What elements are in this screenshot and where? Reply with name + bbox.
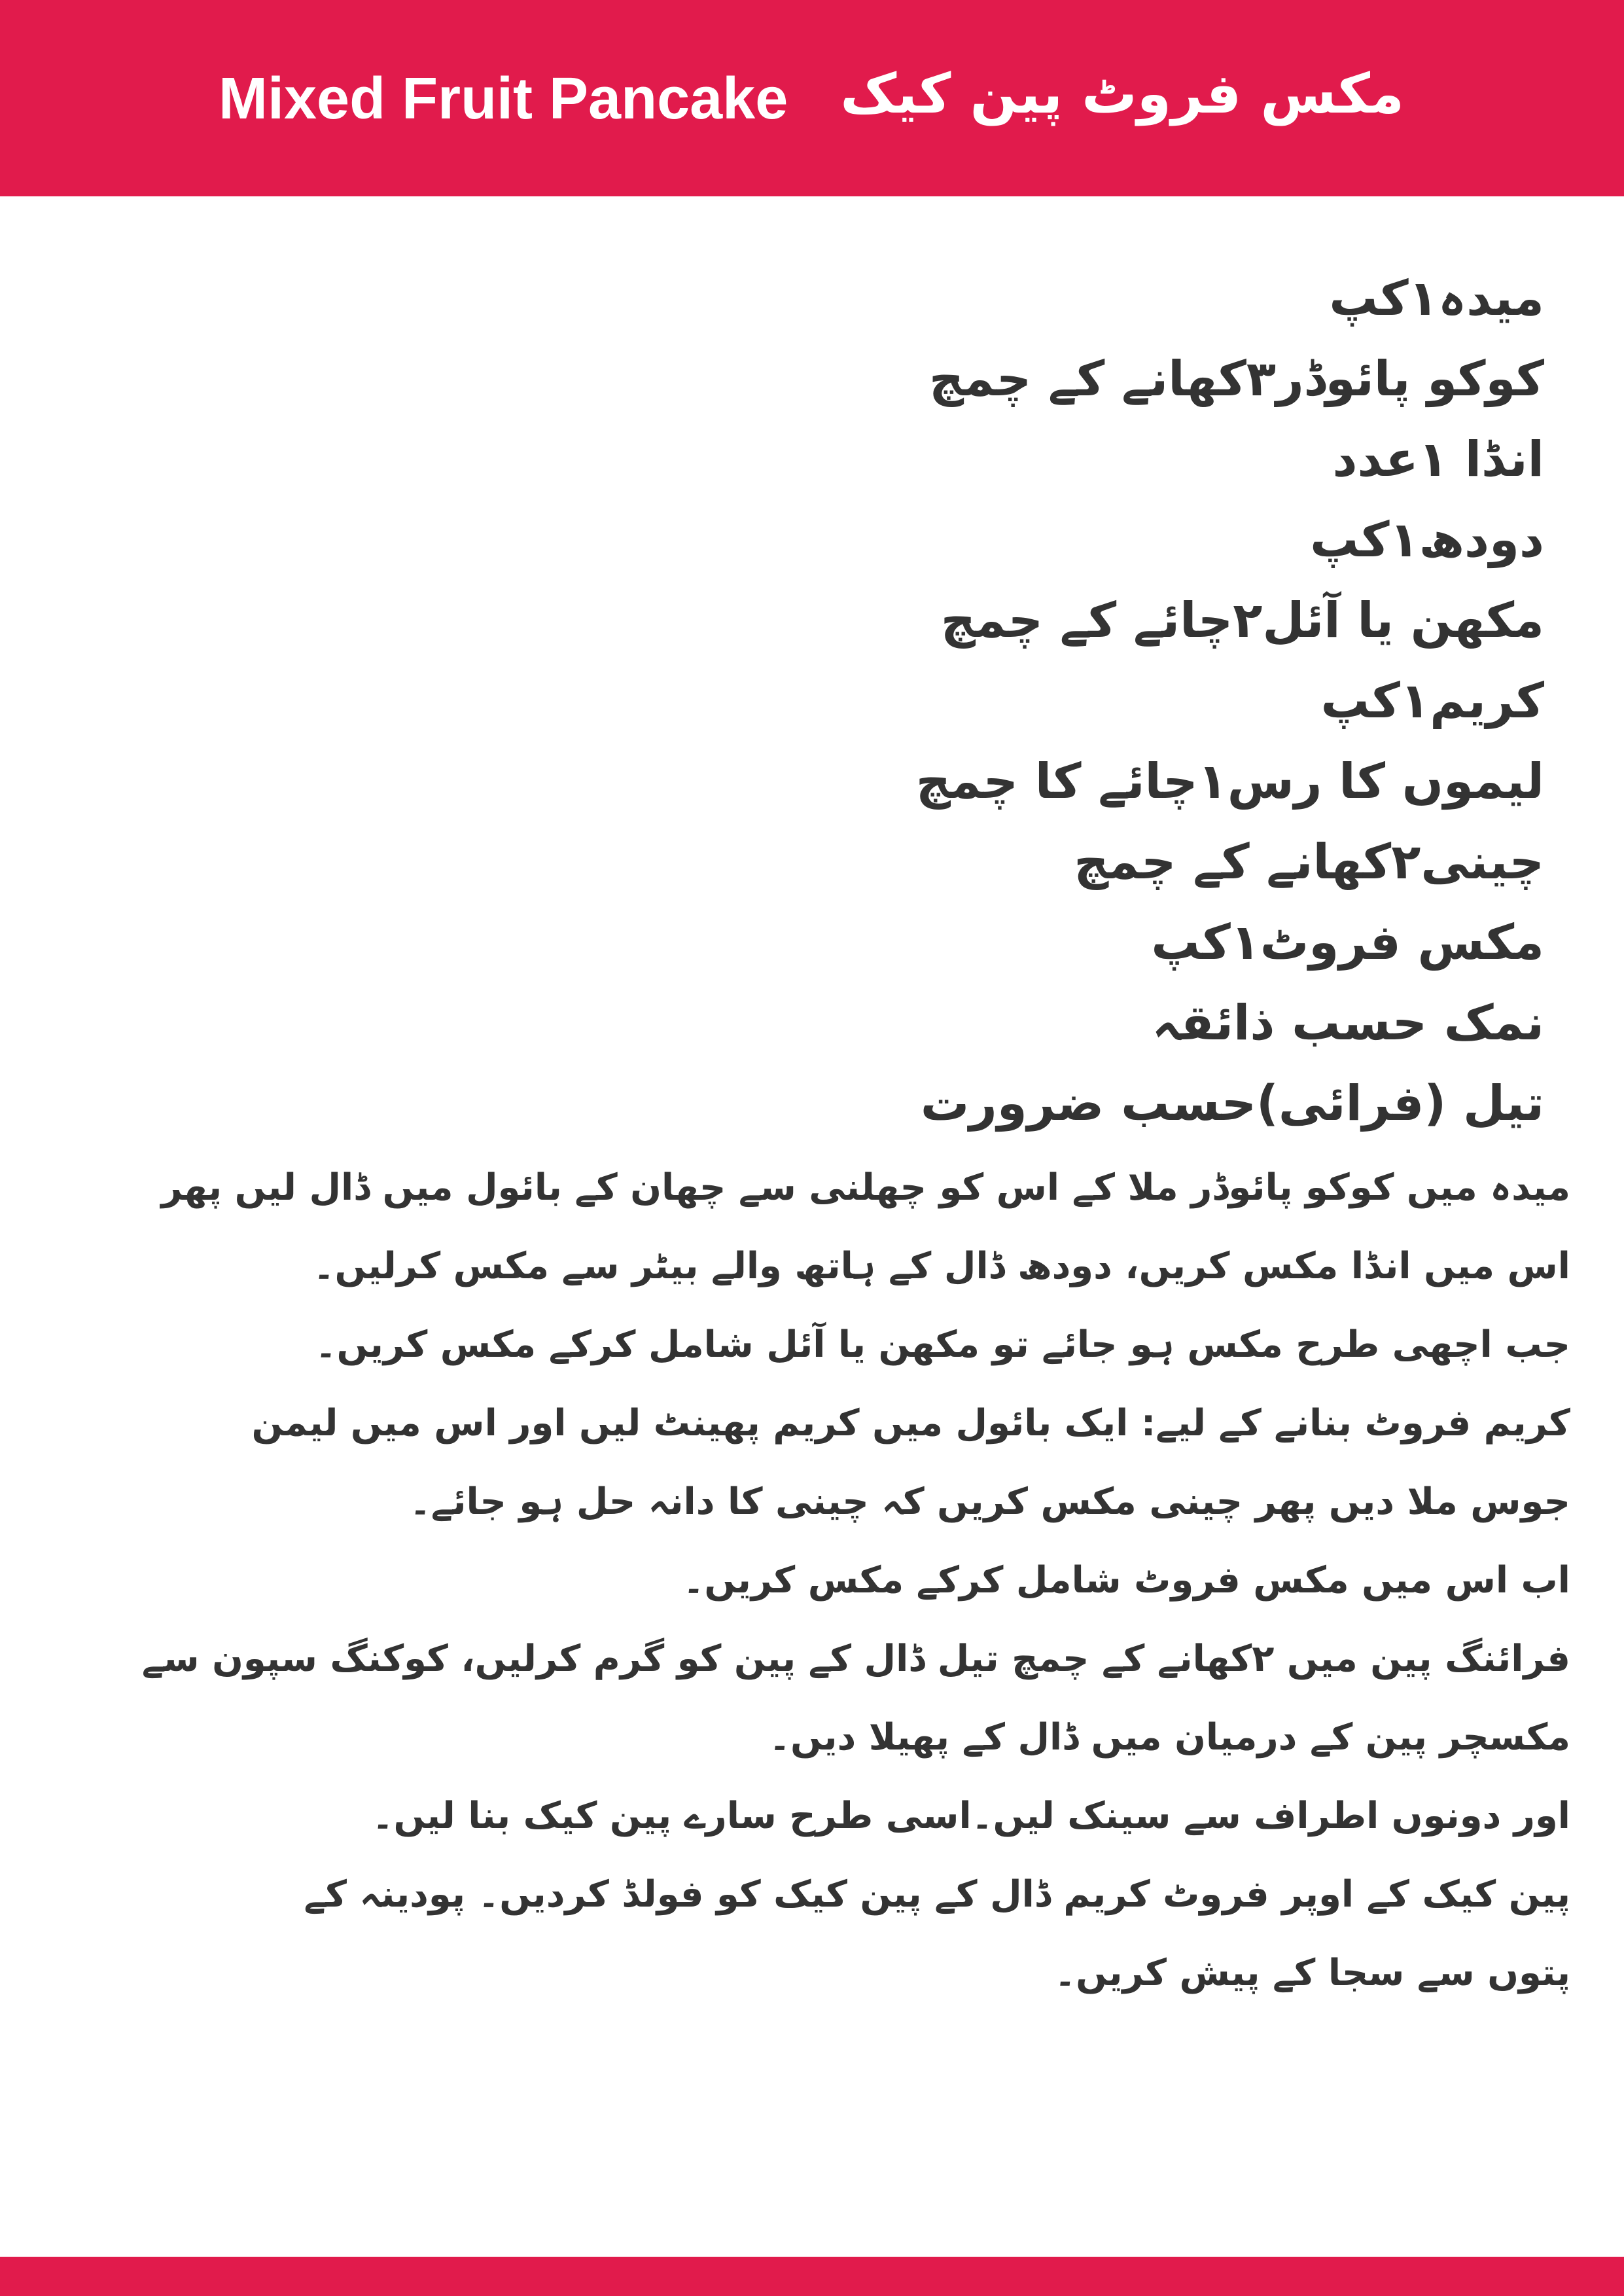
ingredient-item: میدہ۱کپ [1329, 270, 1544, 327]
method-instructions [46, 1149, 1570, 2013]
method-line: میدہ میں کوکو پائوڈر ملا کے اس کو چھلنی سے چھان کے بائول میں ڈال لیں پھر [161, 1166, 1570, 1209]
method-line: اور دونوں اطراف سے سینک لیں۔اسی طرح سارے پین کیک بنا لیں۔ [372, 1795, 1570, 1837]
header-banner [0, 0, 1624, 196]
method-line: اب اس میں مکس فروٹ شامل کرکے مکس کریں۔ [682, 1559, 1570, 1602]
title-english: Mixed Fruit Pancake [219, 66, 788, 132]
ingredient-item: تیل (فرائی)حسب ضرورت [920, 1075, 1544, 1132]
method-line: مکسچر پین کے درمیان میں ڈال کے پھیلا دیں۔ [769, 1716, 1570, 1759]
ingredient-item: چینی۲کھانے کے چمچ [1074, 834, 1544, 890]
method-line: جب اچھی طرح مکس ہو جائے تو مکھن یا آئل شامل کرکے مکس کریں۔ [315, 1323, 1570, 1366]
ingredients-list [759, 259, 1544, 1144]
method-line: جوس ملا دیں پھر چینی مکس کریں کہ چینی کا دانہ حل ہو جائے۔ [409, 1480, 1570, 1523]
ingredient-item: انڈا ۱عدد [1332, 431, 1544, 488]
method-line: فرائنگ پین میں ۲کھانے کے چمچ تیل ڈال کے پین کو گرم کرلیں، کوکنگ سپون سے [141, 1638, 1570, 1680]
method-line: کریم فروٹ بنانے کے لیے: ایک بائول میں کریم پھینٹ لیں اور اس میں لیمن [251, 1402, 1570, 1444]
ingredient-item: مکس فروٹ۱کپ [1151, 914, 1544, 971]
method-line: پین کیک کے اوپر فروٹ کریم ڈال کے پین کیک کو فولڈ کردیں۔ پودینہ کے [304, 1873, 1570, 1916]
ingredient-item: لیموں کا رس۱چائے کا چمچ [915, 753, 1544, 810]
ingredient-item: مکھن یا آئل۲چائے کے چمچ [940, 592, 1544, 649]
method-line: اس میں انڈا مکس کریں، دودھ ڈال کے ہاتھ والے بیٹر سے مکس کرلیں۔ [313, 1245, 1570, 1287]
method-line: پتوں سے سجا کے پیش کریں۔ [1054, 1952, 1570, 1994]
ingredient-item: دودھ۱کپ [1310, 512, 1544, 568]
footer-bar [0, 2257, 1624, 2296]
ingredient-item: کوکو پائوڈر۳کھانے کے چمچ [928, 351, 1544, 407]
title-urdu: مکس فروٹ پین کیک [840, 62, 1404, 126]
ingredient-item: نمک حسب ذائقہ [1152, 995, 1544, 1051]
ingredient-item: کریم۱کپ [1320, 673, 1544, 729]
